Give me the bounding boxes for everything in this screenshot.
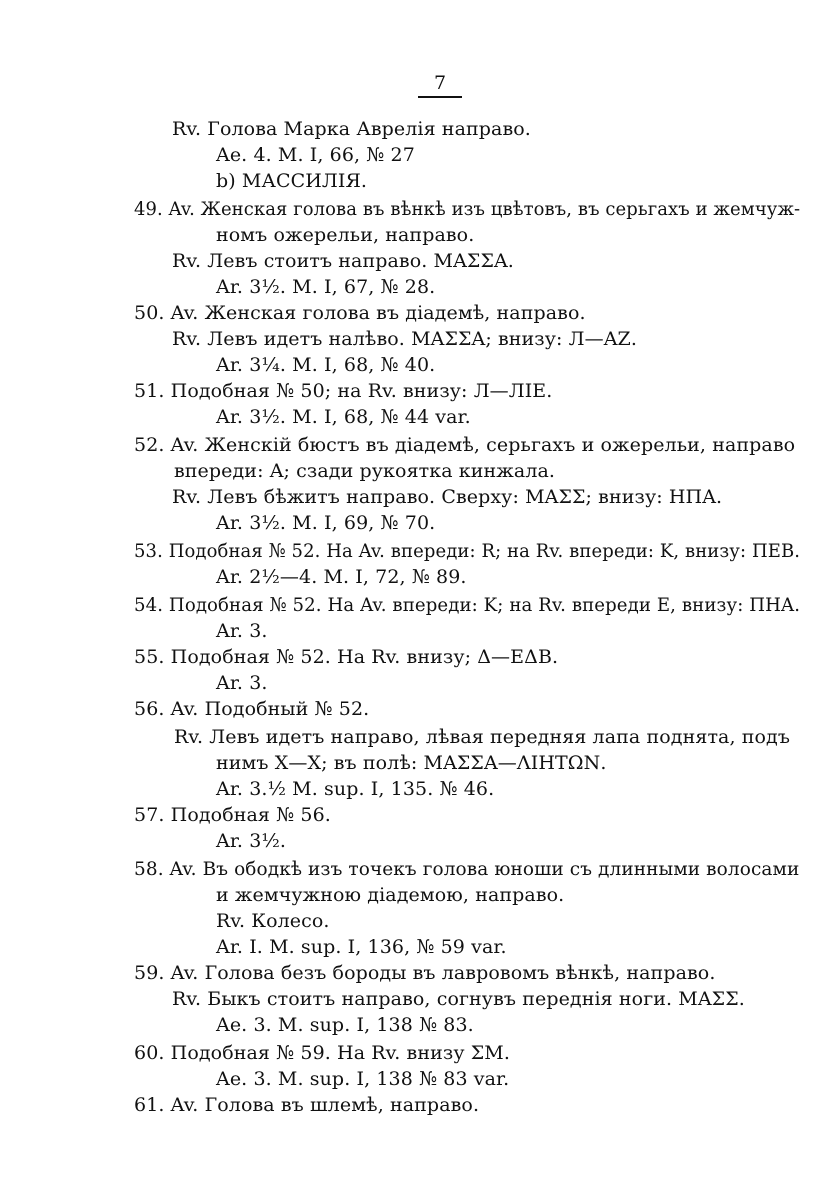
text-line: 58. Av. Въ ободкѣ изъ точекъ голова юноши съ длинными волосами bbox=[134, 858, 800, 880]
text-line: Ar. 3½. M. I, 67, № 28. bbox=[216, 276, 436, 298]
text-line: Rv. Быкъ стоитъ направо, согнувъ переднія ноги. ΜΑΣΣ. bbox=[172, 988, 745, 1010]
text-line: Ar. 3.½ M. sup. I, 135. № 46. bbox=[216, 778, 495, 800]
text-line: Ae. 3. M. sup. I, 138 № 83 var. bbox=[216, 1068, 510, 1090]
text-line: Rv. Колесо. bbox=[216, 910, 330, 932]
text-line: и жемчужною діадемою, направо. bbox=[216, 884, 565, 906]
text-line: Rv. Левъ бѣжитъ направо. Сверху: ΜΑΣΣ; внизу: ΗΠΑ. bbox=[172, 486, 723, 508]
text-line: 54. Подобная № 52. На Av. впереди: K; на Rv. впереди E, внизу: ΠΗΑ. bbox=[134, 594, 801, 616]
text-line: нимъ Χ—Χ; въ полѣ: ΜΑΣΣΑ—ΛΙΗΤΩΝ. bbox=[216, 752, 607, 774]
text-line: Ae. 3. M. sup. I, 138 № 83. bbox=[216, 1014, 474, 1036]
text-line: 59. Av. Голова безъ бороды въ лавровомъ вѣнкѣ, направо. bbox=[134, 962, 716, 984]
text-line: Rv. Левъ идетъ налѣво. ΜΑΣΣΑ; внизу: Л—ΑΖ. bbox=[172, 328, 637, 350]
section-heading: b) МАССИЛІЯ. bbox=[216, 170, 368, 192]
text-line: Ar. 3½. M. I, 68, № 44 var. bbox=[216, 406, 471, 428]
text-line: Rv. Левъ стоитъ направо. ΜΑΣΣΑ. bbox=[172, 250, 514, 272]
text-line: Rv. Голова Марка Аврелія направо. bbox=[172, 118, 531, 140]
text-line: 60. Подобная № 59. На Rv. внизу ΣΜ. bbox=[134, 1042, 510, 1064]
text-line: 57. Подобная № 56. bbox=[134, 804, 331, 826]
text-line: 61. Av. Голова въ шлемѣ, направо. bbox=[134, 1094, 480, 1116]
text-line: 49. Av. Женская голова въ вѣнкѣ изъ цвѣтовъ, въ серьгахъ и жемчуж- bbox=[134, 198, 801, 220]
page-number-rule bbox=[418, 96, 462, 98]
text-line: 55. Подобная № 52. На Rv. внизу; Δ—ΕΔΒ. bbox=[134, 646, 559, 668]
text-line: Ar. I. M. sup. I, 136, № 59 var. bbox=[216, 936, 507, 958]
text-line: Ar. 3½. bbox=[216, 830, 287, 852]
text-line: 52. Av. Женскій бюстъ въ діадемѣ, серьгахъ и ожерельи, направо bbox=[134, 434, 796, 456]
text-line: Ar. 3½. M. I, 69, № 70. bbox=[216, 512, 436, 534]
text-line: Ar. 2½—4. M. I, 72, № 89. bbox=[216, 566, 467, 588]
page-number: 7 bbox=[433, 72, 447, 94]
text-line: 56. Av. Подобный № 52. bbox=[134, 698, 370, 720]
text-line: Ar. 3. bbox=[216, 672, 268, 694]
text-line: 50. Av. Женская голова въ діадемѣ, направо. bbox=[134, 302, 586, 324]
text-line: Ar. 3¼. M. I, 68, № 40. bbox=[216, 354, 436, 376]
text-line: 53. Подобная № 52. На Av. впереди: R; на Rv. впереди: K, внизу: ΠΕΒ. bbox=[134, 540, 801, 562]
text-line: Ae. 4. M. I, 66, № 27 bbox=[216, 144, 415, 166]
text-line: номъ ожерельи, направо. bbox=[216, 224, 475, 246]
text-line: впереди: A; сзади рукоятка кинжала. bbox=[174, 460, 556, 482]
text-line: 51. Подобная № 50; на Rv. внизу: Л—ЛΙΕ. bbox=[134, 380, 553, 402]
text-line: Ar. 3. bbox=[216, 620, 268, 642]
text-line: Rv. Левъ идетъ направо, лѣвая передняя лапа поднята, подъ bbox=[174, 726, 791, 748]
